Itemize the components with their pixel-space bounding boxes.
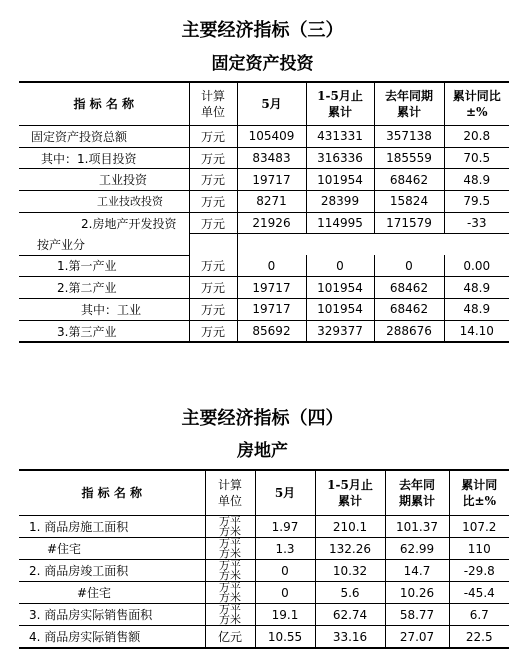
real-estate-table <box>19 469 509 649</box>
row-month: 19717 <box>237 277 306 299</box>
row-prev-year: 288676 <box>374 320 444 342</box>
fixed-asset-investment-table <box>19 81 509 343</box>
row-unit: 万平 方米 <box>205 560 255 582</box>
table-row <box>19 147 509 169</box>
row-cumulative: 210.1 <box>315 516 385 538</box>
row-name: 3. 商品房实际销售面积 <box>19 604 205 626</box>
row-unit <box>189 234 237 255</box>
row-month: 21926 <box>237 212 306 234</box>
row-month: 1.3 <box>255 538 315 560</box>
row-month: 85692 <box>237 320 306 342</box>
table-row <box>19 212 509 234</box>
row-prev-year: 68462 <box>374 277 444 299</box>
row-prev-year: 62.99 <box>385 538 449 560</box>
row-prev-year: 14.7 <box>385 560 449 582</box>
row-month: 10.55 <box>255 626 315 649</box>
row-name: 3.第三产业 <box>19 320 189 342</box>
row-growth: 79.5 <box>444 191 509 213</box>
header-growth: 累计同 比±% <box>449 470 509 516</box>
table-header-row <box>19 82 509 126</box>
row-month: 0 <box>255 560 315 582</box>
row-growth: -33 <box>444 212 509 234</box>
row-cumulative: 329377 <box>306 320 374 342</box>
header-name: 指 标 名 称 <box>19 82 189 126</box>
row-name: 4. 商品房实际销售额 <box>19 626 205 649</box>
header-cumulative: 1-5月止 累计 <box>315 470 385 516</box>
row-growth: 48.9 <box>444 169 509 191</box>
row-growth: 14.10 <box>444 320 509 342</box>
section2-subtitle: 房地产 <box>237 441 288 461</box>
row-cumulative: 62.74 <box>315 604 385 626</box>
row-unit: 万元 <box>189 277 237 299</box>
row-name: 2.第二产业 <box>19 277 189 299</box>
row-growth: 20.8 <box>444 126 509 148</box>
table-row <box>19 538 509 560</box>
row-name: 2. 商品房竣工面积 <box>19 560 205 582</box>
table-row <box>19 320 509 342</box>
row-unit: 万平 方米 <box>205 538 255 560</box>
table-row <box>19 560 509 582</box>
table-row <box>19 191 509 213</box>
row-unit: 万元 <box>189 255 237 277</box>
row-month: 19717 <box>237 169 306 191</box>
row-cumulative: 114995 <box>306 212 374 234</box>
table-row <box>19 299 509 321</box>
row-cumulative: 101954 <box>306 277 374 299</box>
row-month: 0 <box>237 255 306 277</box>
table-row <box>19 582 509 604</box>
table-row-section-heading <box>19 234 509 255</box>
row-unit: 万元 <box>189 320 237 342</box>
row-growth: 0.00 <box>444 255 509 277</box>
table-row <box>19 277 509 299</box>
header-growth: 累计同比 ±% <box>444 82 509 126</box>
row-growth: 22.5 <box>449 626 509 649</box>
row-growth: 70.5 <box>444 147 509 169</box>
section1-title: 主要经济指标（三） <box>181 20 344 41</box>
table-row <box>19 255 509 277</box>
section1-subtitle: 固定资产投资 <box>211 54 314 74</box>
row-prev-year: 15824 <box>374 191 444 213</box>
table-row <box>19 126 509 148</box>
row-name: 固定资产投资总额 <box>19 126 189 148</box>
row-prev-year: 68462 <box>374 169 444 191</box>
row-cumulative: 33.16 <box>315 626 385 649</box>
row-unit: 万元 <box>189 147 237 169</box>
row-unit: 万元 <box>189 191 237 213</box>
row-month: 83483 <box>237 147 306 169</box>
row-prev-year: 101.37 <box>385 516 449 538</box>
row-prev-year: 10.26 <box>385 582 449 604</box>
row-cumulative: 10.32 <box>315 560 385 582</box>
row-cumulative: 431331 <box>306 126 374 148</box>
row-growth: 110 <box>449 538 509 560</box>
row-cumulative: 28399 <box>306 191 374 213</box>
row-month: 8271 <box>237 191 306 213</box>
row-month: 19.1 <box>255 604 315 626</box>
row-cumulative: 132.26 <box>315 538 385 560</box>
row-prev-year: 0 <box>374 255 444 277</box>
row-prev-year: 68462 <box>374 299 444 321</box>
row-name: 其中：1.项目投资 <box>19 147 189 169</box>
header-prev-year: 去年同期 累计 <box>374 82 444 126</box>
row-growth: 48.9 <box>444 299 509 321</box>
row-cumulative: 316336 <box>306 147 374 169</box>
row-growth: 48.9 <box>444 277 509 299</box>
section2-title: 主要经济指标（四） <box>181 408 344 429</box>
row-growth: 107.2 <box>449 516 509 538</box>
row-growth: -45.4 <box>449 582 509 604</box>
header-unit: 计算 单位 <box>205 470 255 516</box>
row-cumulative: 5.6 <box>315 582 385 604</box>
row-cumulative: 101954 <box>306 299 374 321</box>
row-unit: 万元 <box>189 126 237 148</box>
row-unit: 万元 <box>189 169 237 191</box>
row-name: #住宅 <box>19 582 205 604</box>
row-name: 按产业分 <box>19 234 189 255</box>
row-month: 1.97 <box>255 516 315 538</box>
row-empty <box>237 234 509 255</box>
table-row <box>19 604 509 626</box>
header-name: 指 标 名 称 <box>19 470 205 516</box>
row-prev-year: 185559 <box>374 147 444 169</box>
row-unit: 万元 <box>189 212 237 234</box>
row-unit: 万平 方米 <box>205 582 255 604</box>
row-name: 2.房地产开发投资 <box>81 216 177 231</box>
row-month: 0 <box>255 582 315 604</box>
row-prev-year: 58.77 <box>385 604 449 626</box>
row-cumulative: 101954 <box>306 169 374 191</box>
row-name: 其中：工业 <box>19 299 189 321</box>
table-row <box>19 626 509 649</box>
row-unit: 万平 方米 <box>205 604 255 626</box>
row-unit: 万元 <box>189 299 237 321</box>
header-unit: 计算 单位 <box>189 82 237 126</box>
row-name: #住宅 <box>19 538 205 560</box>
row-name: 工业投资 <box>19 169 189 191</box>
row-unit: 亿元 <box>205 626 255 649</box>
row-month: 105409 <box>237 126 306 148</box>
table-row <box>19 516 509 538</box>
header-month: 5月 <box>255 470 315 516</box>
row-month: 19717 <box>237 299 306 321</box>
row-prev-year: 171579 <box>374 212 444 234</box>
row-name: 1.第一产业 <box>19 255 189 277</box>
row-cumulative: 0 <box>306 255 374 277</box>
row-unit: 万平 方米 <box>205 516 255 538</box>
row-growth: -29.8 <box>449 560 509 582</box>
table-row <box>19 169 509 191</box>
row-name: 1. 商品房施工面积 <box>19 516 205 538</box>
row-growth: 6.7 <box>449 604 509 626</box>
header-month: 5月 <box>237 82 306 126</box>
row-prev-year: 27.07 <box>385 626 449 649</box>
row-prev-year: 357138 <box>374 126 444 148</box>
row-name: 工业技改投资 <box>19 191 189 213</box>
header-prev-year: 去年同 期累计 <box>385 470 449 516</box>
header-cumulative: 1-5月止 累计 <box>306 82 374 126</box>
table-header-row <box>19 470 509 516</box>
